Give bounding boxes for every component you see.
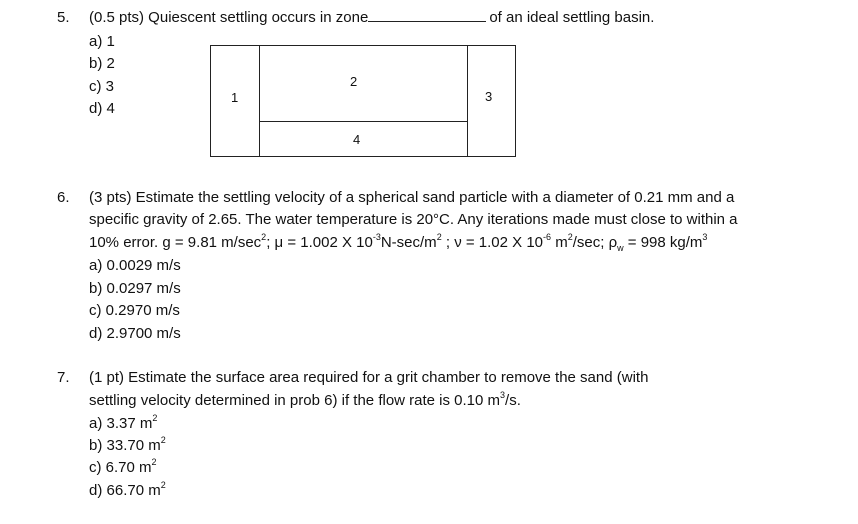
q5-answer-blank[interactable] bbox=[368, 9, 486, 22]
zone-3-label: 3 bbox=[485, 89, 493, 104]
q7-option-a[interactable]: a) 3.37 $m^2$ bbox=[89, 413, 158, 432]
q6-option-b[interactable]: b) 0.0297 m/s bbox=[89, 280, 181, 297]
zone-1-label: 1 bbox=[231, 90, 239, 105]
q6-line-3: 10% error. g = 9.81 $m/\sec^2$; μ = 1.002 X $10^{-3}N-\sec/m^2$ ; ν = 1.02 X $10^{-6}$ $m^2/\sec$; $\rho_w = 998$ $kg/m^3$ bbox=[89, 232, 708, 253]
q6-option-a[interactable]: a) 0.0029 m/s bbox=[89, 257, 181, 274]
q5-option-d[interactable]: d) 4 bbox=[89, 100, 115, 117]
zone-4-label: 4 bbox=[353, 132, 361, 147]
q7-line-2: settling velocity determined in prob 6) if the flow rate is 0.10 $m^3/s$. bbox=[89, 390, 521, 409]
q5-option-a[interactable]: a) 1 bbox=[89, 33, 115, 50]
q7-option-b[interactable]: b) 33.70 $m^2$ bbox=[89, 435, 166, 454]
q5-option-b[interactable]: b) 2 bbox=[89, 55, 115, 72]
q6-option-d[interactable]: d) 2.9700 m/s bbox=[89, 325, 181, 342]
basin-settling-zone-walls bbox=[259, 45, 468, 157]
q6-number: 6. bbox=[57, 189, 70, 206]
zone-2-label: 2 bbox=[350, 74, 358, 89]
q6-line-1: (3 pts) Estimate the settling velocity of a spherical sand particle with a diameter of 0.21 mm and a bbox=[89, 189, 735, 206]
q5-text-after: of an ideal settling basin. bbox=[489, 9, 655, 26]
q5-stem bbox=[89, 9, 654, 27]
q5-text-before: (0.5 pts) Quiescent settling occurs in zone bbox=[89, 9, 369, 26]
sludge-zone-divider bbox=[259, 121, 468, 122]
q7-line-1: (1 pt) Estimate the surface area required for a grit chamber to remove the sand (with bbox=[89, 369, 649, 386]
q6-option-c[interactable]: c) 0.2970 m/s bbox=[89, 302, 180, 319]
q5-number: 5. bbox=[57, 9, 70, 26]
q7-number: 7. bbox=[57, 369, 70, 386]
q6-line-2: specific gravity of 2.65. The water temperature is 20°C. Any iterations made must close to within a bbox=[89, 211, 738, 228]
q7-option-c[interactable]: c) 6.70 $m^2$ bbox=[89, 457, 157, 476]
q5-option-c[interactable]: c) 3 bbox=[89, 78, 115, 95]
q7-option-d[interactable]: d) 66.70 $m^2$ bbox=[89, 480, 166, 499]
